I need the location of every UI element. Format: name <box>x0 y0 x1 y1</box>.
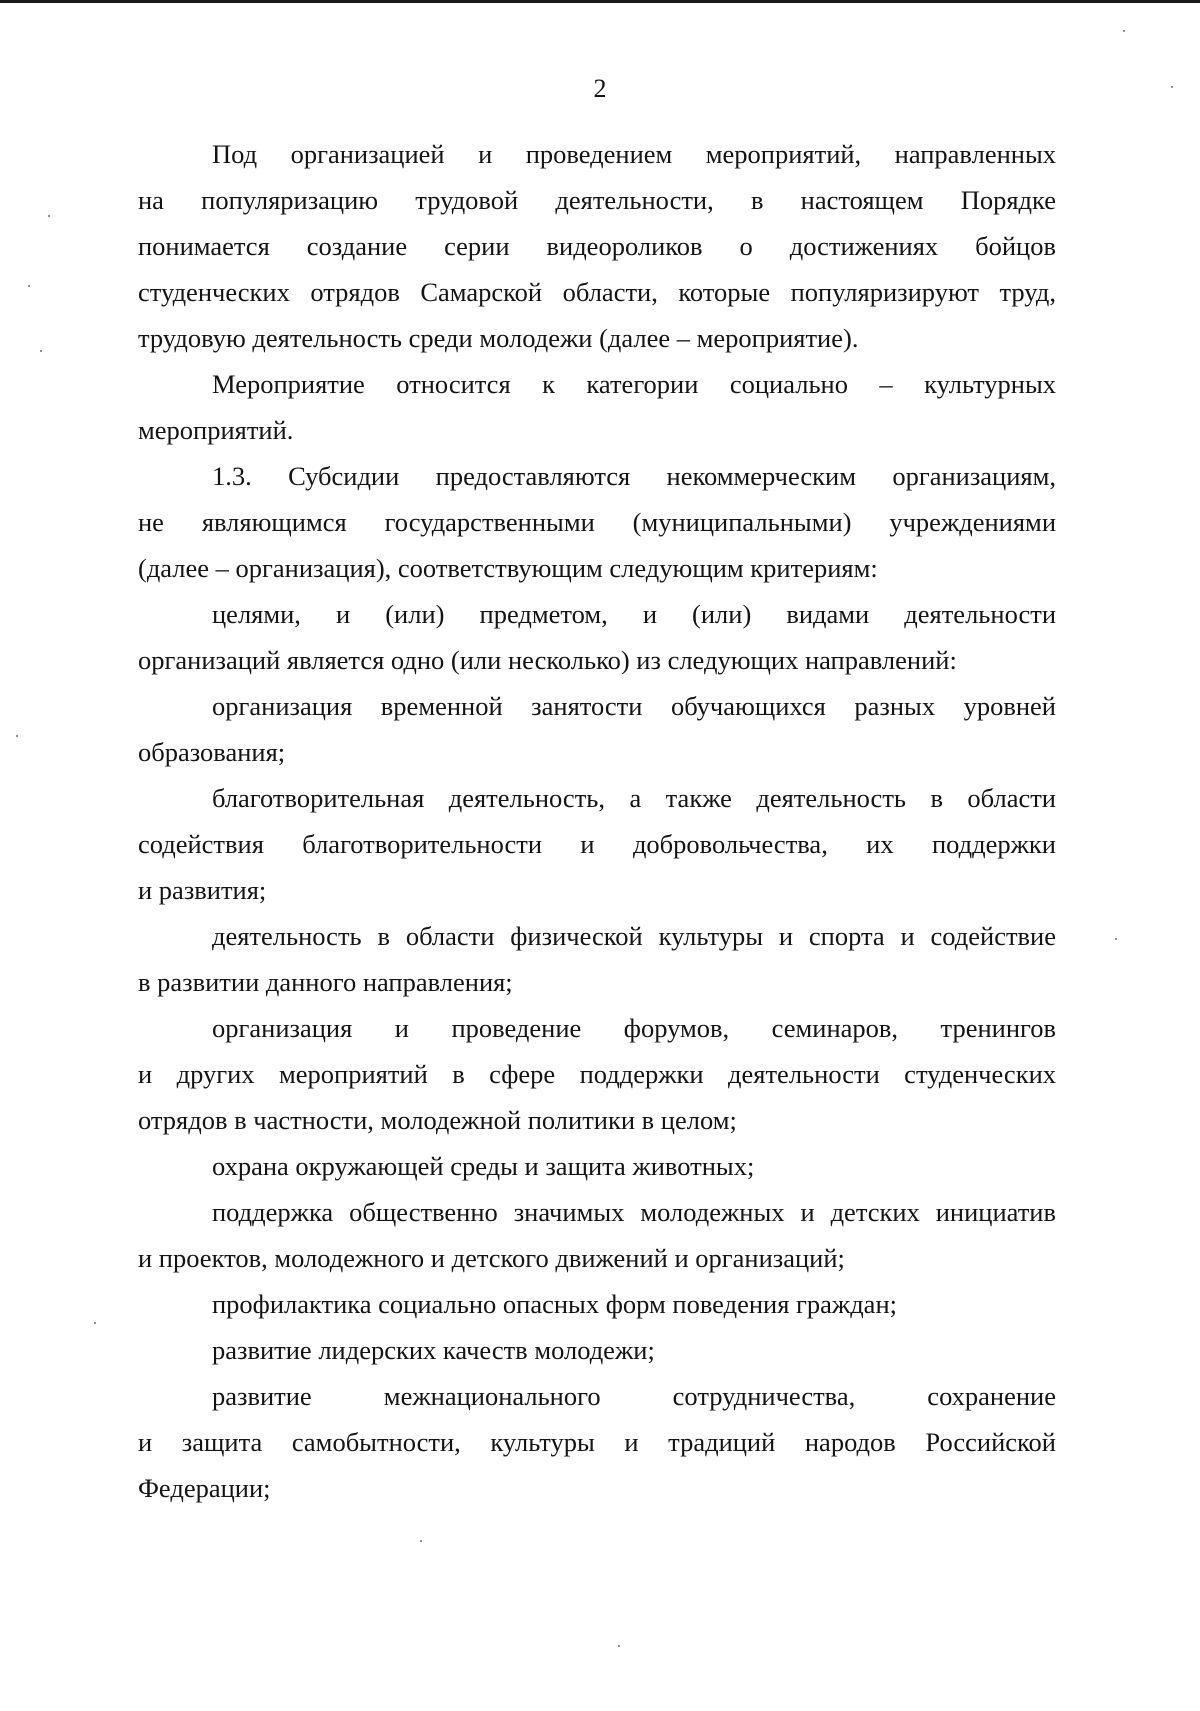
scan-speck <box>48 215 50 217</box>
page-number: 2 <box>593 74 607 103</box>
list-item-temporary-employment <box>138 683 1056 775</box>
list-item-interethnic <box>138 1373 1056 1511</box>
text-line: организация временной занятости обучающихся разных уровней <box>212 691 1056 721</box>
text-line: и проектов, молодежного и детского движений и организаций; <box>138 1243 845 1273</box>
list-item-forums <box>138 1005 1056 1143</box>
text-line: студенческих отрядов Самарской области, которые популяризируют труд, <box>138 277 1056 307</box>
text-line: не являющимся государственными (муниципальными) учреждениями <box>138 507 1056 537</box>
scan-speck <box>618 1645 620 1647</box>
scan-speck <box>420 1540 422 1542</box>
scan-speck <box>1171 86 1173 88</box>
text-line: и защита самобытности, культуры и традиций народов Российской <box>138 1427 1056 1457</box>
list-item-prevention <box>138 1281 1056 1327</box>
list-item-environment <box>138 1143 1056 1189</box>
text-line: и развития; <box>138 875 267 905</box>
list-item-charity <box>138 775 1056 913</box>
text-line: содействия благотворительности и добровольчества, их поддержки <box>138 829 1056 859</box>
text-line: развитие лидерских качеств молодежи; <box>212 1335 655 1365</box>
text-line: трудовую деятельность среди молодежи (далее – мероприятие). <box>138 323 859 353</box>
scan-speck <box>28 285 30 287</box>
text-line: на популяризацию трудовой деятельности, в настоящем Порядке <box>138 185 1056 215</box>
text-line: образования; <box>138 737 286 767</box>
text-line: развитие межнационального сотрудничества, сохранение <box>212 1381 1056 1411</box>
text-line: Федерации; <box>138 1473 271 1503</box>
paragraph-subsidy-recipients <box>138 453 1056 591</box>
text-line: отрядов в частности, молодежной политики в целом; <box>138 1105 737 1135</box>
text-line: Мероприятие относится к категории социально – культурных <box>212 369 1056 399</box>
text-line: в развитии данного направления; <box>138 967 513 997</box>
text-line: и других мероприятий в сфере поддержки деятельности студенческих <box>138 1059 1056 1089</box>
paragraph-criteria-intro <box>138 591 1056 683</box>
text-line: благотворительная деятельность, а также деятельность в области <box>212 783 1056 813</box>
list-item-sports <box>138 913 1056 1005</box>
scan-speck <box>1123 30 1125 32</box>
text-line: понимается создание серии видеороликов о достижениях бойцов <box>138 231 1056 261</box>
scan-speck <box>16 735 18 737</box>
text-line: (далее – организация), соответствующим следующим критериям: <box>138 553 878 583</box>
text-line: профилактика социально опасных форм поведения граждан; <box>212 1289 897 1319</box>
text-line: мероприятий. <box>138 415 294 445</box>
text-line: Под организацией и проведением мероприятий, направленных <box>212 139 1056 169</box>
list-item-leadership <box>138 1327 1056 1373</box>
text-line: деятельность в области физической культуры и спорта и содействие <box>212 921 1056 951</box>
scan-speck <box>94 1322 96 1324</box>
page-top-border <box>0 0 1200 3</box>
text-line: целями, и (или) предметом, и (или) видами деятельности <box>212 599 1056 629</box>
scan-speck <box>1115 938 1117 940</box>
paragraph-event-definition <box>138 131 1056 361</box>
paragraph-event-category <box>138 361 1056 453</box>
text-line: 1.3. Субсидии предоставляются некоммерческим организациям, <box>212 461 1056 491</box>
scan-speck <box>40 350 42 352</box>
document-body <box>138 131 1056 1511</box>
text-line: охрана окружающей среды и защита животных; <box>212 1151 755 1181</box>
text-line: организация и проведение форумов, семинаров, тренингов <box>212 1013 1056 1043</box>
list-item-youth-initiatives <box>138 1189 1056 1281</box>
text-line: организаций является одно (или несколько) из следующих направлений: <box>138 645 957 675</box>
text-line: поддержка общественно значимых молодежных и детских инициатив <box>212 1197 1056 1227</box>
